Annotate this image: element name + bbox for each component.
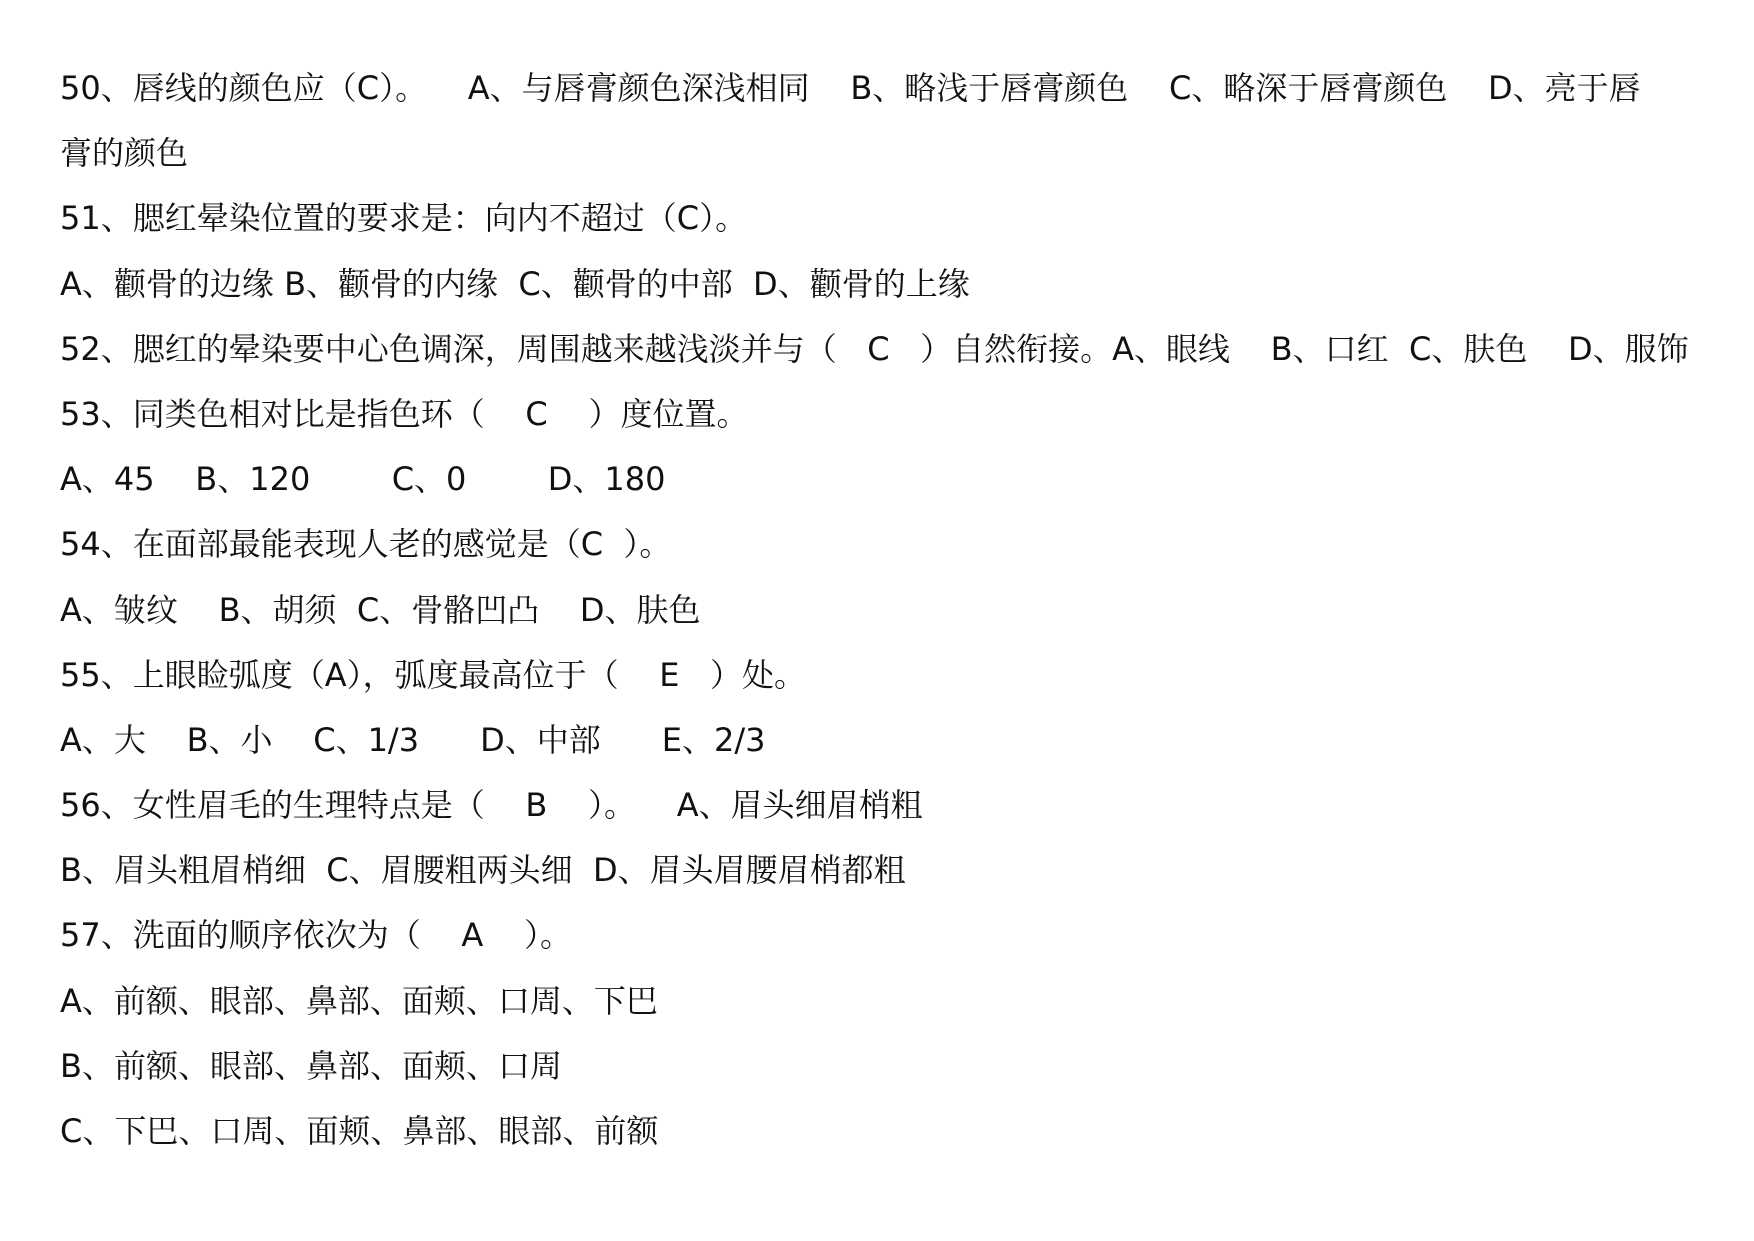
q52-question: 52、腮红的晕染要中心色调深，周围越来越浅淡并与（ C ）自然衔接。A、眼线 B、口红 C、肤色 D、服饰 — [60, 329, 1689, 368]
q56-question: 56、女性眉毛的生理特点是（ B ）。 A、眉头细眉梢粗 — [60, 786, 923, 825]
q53-options: A、45 B、120 C、0 D、180 — [60, 460, 666, 499]
q50-line-1: 50、唇线的颜色应（C）。 A、与唇膏颜色深浅相同 B、略浅于唇膏颜色 C、略深于唇膏颜色 D、亮于唇 — [60, 69, 1641, 107]
q57-option-b: B、前额、眼部、鼻部、面颊、口周 — [60, 1046, 562, 1085]
q55-question: 55、上眼睑弧度（A），弧度最高位于（ E ）处。 — [60, 655, 807, 694]
q54-options: A、皱纹 B、胡须 C、骨骼凹凸 D、肤色 — [60, 590, 701, 629]
q57-option-a: A、前额、眼部、鼻部、面颊、口周、下巴 — [60, 981, 658, 1020]
q57-option-c: C、下巴、口周、面颊、鼻部、眼部、前额 — [60, 1112, 659, 1150]
document-page — [60, 56, 1710, 1164]
q55-options: A、大 B、小 C、1/3 D、中部 E、2/3 — [60, 720, 766, 759]
q57-question: 57、洗面的顺序依次为（ A ）。 — [60, 916, 572, 955]
q50-line-2: 膏的颜色 — [60, 134, 189, 173]
q51-question: 51、腮红晕染位置的要求是：向内不超过（C）。 — [60, 199, 748, 238]
q56-options: B、眉头粗眉梢细 C、眉腰粗两头细 D、眉头眉腰眉梢都粗 — [60, 851, 906, 890]
q53-question: 53、同类色相对比是指色环（ C ）度位置。 — [60, 394, 749, 433]
q54-question: 54、在面部最能表现人老的感觉是（C ）。 — [60, 525, 672, 564]
q51-options: A、颧骨的边缘 B、颧骨的内缘 C、颧骨的中部 D、颧骨的上缘 — [60, 264, 970, 303]
